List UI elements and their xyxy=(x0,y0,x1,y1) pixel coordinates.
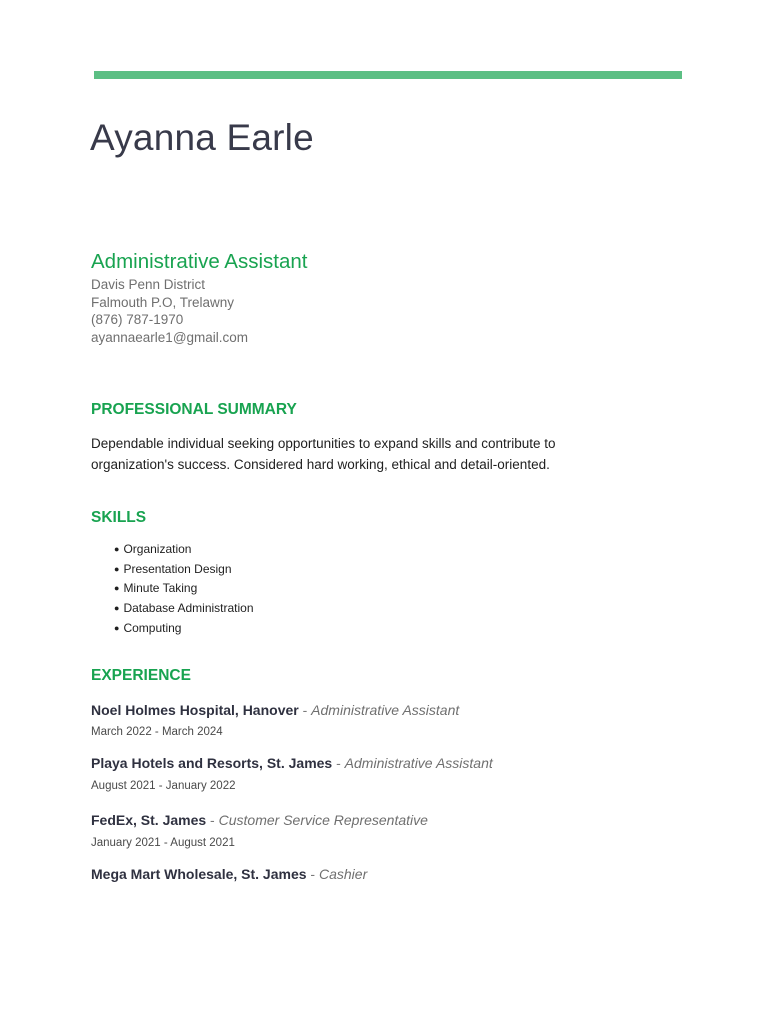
experience-entry xyxy=(91,866,367,882)
contact-block xyxy=(91,276,248,346)
skill-item: ● Computing xyxy=(114,619,254,639)
job-role: Administrative Assistant xyxy=(311,702,460,718)
address-line-1: Davis Penn District xyxy=(91,277,206,292)
job-title: Administrative Assistant xyxy=(91,250,308,273)
employer-name: Mega Mart Wholesale, St. James xyxy=(91,866,307,882)
employer-name: FedEx, St. James xyxy=(91,812,207,828)
candidate-name: Ayanna Earle xyxy=(90,117,314,158)
job-role: Cashier xyxy=(318,866,368,882)
employment-dates: March 2022 - March 2024 xyxy=(91,726,223,738)
experience-entry xyxy=(91,702,459,718)
skills-heading: SKILLS xyxy=(91,509,147,526)
employer-name: Playa Hotels and Resorts, St. James xyxy=(91,755,333,771)
phone-number: (876) 787-1970 xyxy=(91,312,184,328)
entry-separator: - xyxy=(332,755,345,771)
experience-heading: EXPERIENCE xyxy=(91,667,191,684)
skill-item: ● Database Administration xyxy=(114,599,254,619)
summary-heading: PROFESSIONAL SUMMARY xyxy=(91,401,297,418)
employment-dates: January 2021 - August 2021 xyxy=(91,837,235,849)
job-role: Customer Service Representative xyxy=(218,812,428,828)
summary-text: Dependable individual seeking opportunities to expand skills and contribute to organization's success. Considered hard working, ethical and detail-oriented. xyxy=(91,436,556,472)
skills-list xyxy=(114,540,254,639)
job-role: Administrative Assistant xyxy=(344,755,493,771)
email-address: ayannaearle1@gmail.com xyxy=(91,329,249,345)
experience-entry xyxy=(91,812,428,828)
entry-separator: - xyxy=(206,812,219,828)
employment-dates: August 2021 - January 2022 xyxy=(91,780,236,792)
skill-item: ● Organization xyxy=(114,540,254,560)
skill-item: ● Minute Taking xyxy=(114,579,254,599)
experience-entry xyxy=(91,755,493,771)
header-accent-rule xyxy=(94,71,682,79)
employer-name: Noel Holmes Hospital, Hanover xyxy=(91,702,299,718)
address-line-2: Falmouth P.O, Trelawny xyxy=(91,294,235,310)
skill-item: ● Presentation Design xyxy=(114,560,254,580)
entry-separator: - xyxy=(306,866,319,882)
entry-separator: - xyxy=(298,702,312,718)
